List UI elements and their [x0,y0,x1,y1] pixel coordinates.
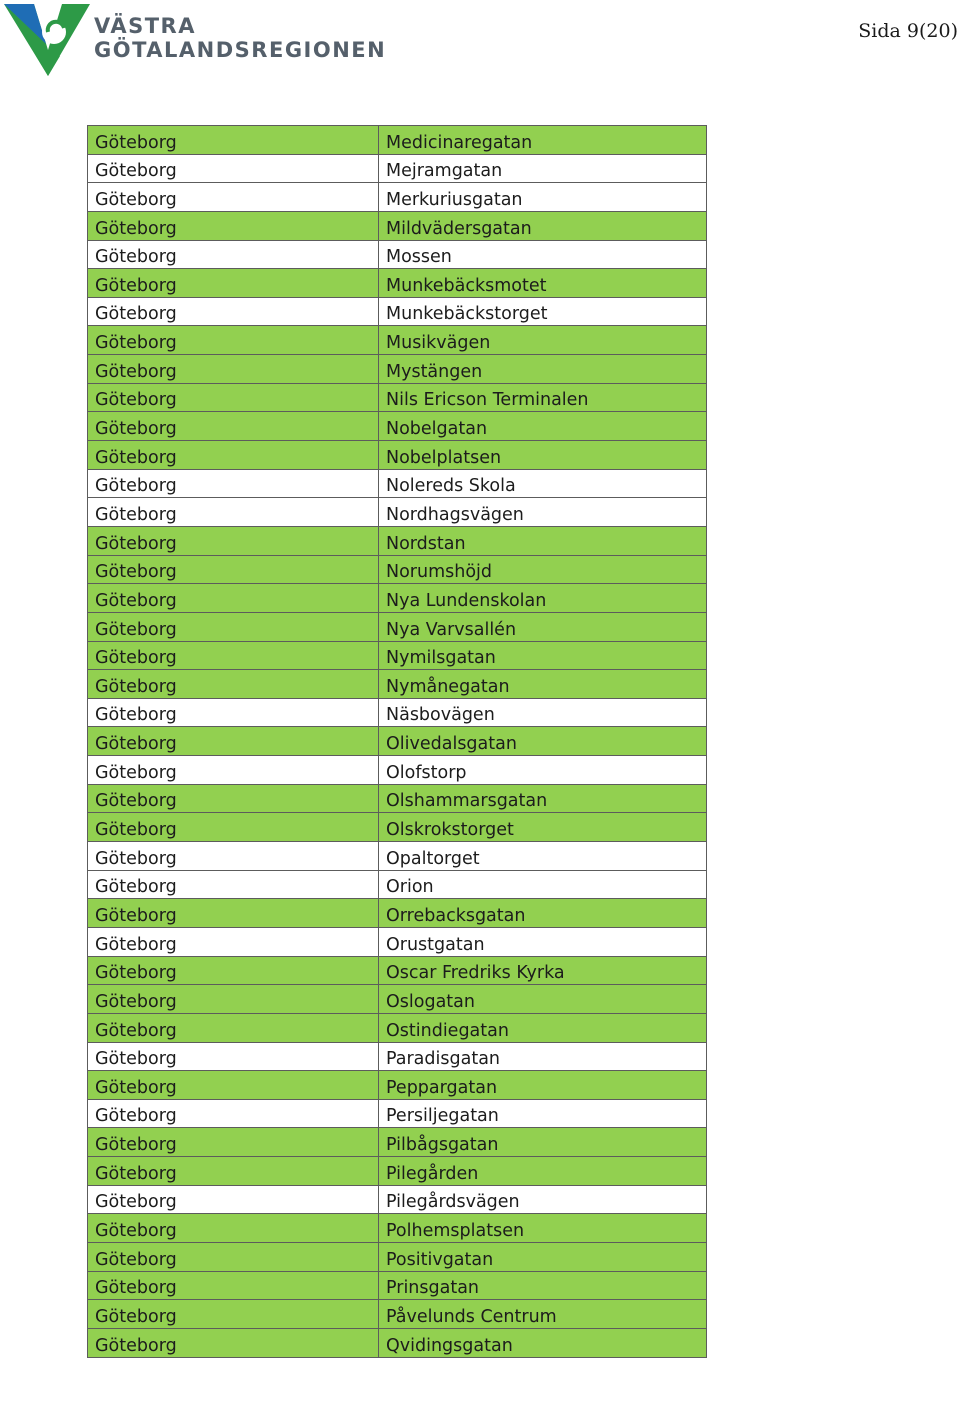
street-cell: Påvelunds Centrum [379,1300,707,1329]
table-row [88,1185,707,1214]
street-cell: Opaltorget [379,842,707,871]
table-row [88,526,707,555]
street-cell: Norumshöjd [379,555,707,584]
city-cell: Göteborg [88,355,379,384]
table-row [88,355,707,384]
street-cell: Ostindiegatan [379,1013,707,1042]
table-row [88,326,707,355]
city-cell: Göteborg [88,756,379,785]
city-cell: Göteborg [88,670,379,699]
street-cell: Nils Ericson Terminalen [379,383,707,412]
street-cell: Oscar Fredriks Kyrka [379,956,707,985]
table-row [88,985,707,1014]
city-cell: Göteborg [88,813,379,842]
table-row [88,469,707,498]
table-row [88,927,707,956]
logo-text-line1: VÄSTRA [94,14,196,38]
street-cell: Nolereds Skola [379,469,707,498]
table-row [88,1300,707,1329]
table-row [88,269,707,298]
city-cell: Göteborg [88,1157,379,1186]
street-cell: Persiljegatan [379,1099,707,1128]
table-row [88,1271,707,1300]
table-row [88,412,707,441]
street-cell: Orion [379,870,707,899]
street-cell: Olofstorp [379,756,707,785]
street-cell: Mossen [379,240,707,269]
table-row [88,784,707,813]
city-cell: Göteborg [88,1128,379,1157]
city-cell: Göteborg [88,842,379,871]
city-cell: Göteborg [88,698,379,727]
city-cell: Göteborg [88,326,379,355]
street-cell: Olskrokstorget [379,813,707,842]
city-cell: Göteborg [88,1271,379,1300]
city-cell: Göteborg [88,1099,379,1128]
street-cell: Positivgatan [379,1242,707,1271]
table-row [88,1214,707,1243]
street-cell: Munkebäcksmotet [379,269,707,298]
table-row [88,727,707,756]
street-cell: Orustgatan [379,927,707,956]
city-cell: Göteborg [88,211,379,240]
table-row [88,1099,707,1128]
table-row [88,1328,707,1357]
city-cell: Göteborg [88,1185,379,1214]
table-row [88,211,707,240]
street-table [87,125,707,1358]
city-cell: Göteborg [88,1214,379,1243]
street-cell: Orrebacksgatan [379,899,707,928]
city-cell: Göteborg [88,412,379,441]
table-row [88,670,707,699]
street-cell: Olivedalsgatan [379,727,707,756]
table-row [88,183,707,212]
street-cell: Peppargatan [379,1071,707,1100]
table-row [88,498,707,527]
table-row [88,383,707,412]
city-cell: Göteborg [88,469,379,498]
street-cell: Pilbågsgatan [379,1128,707,1157]
city-cell: Göteborg [88,240,379,269]
street-cell: Nymånegatan [379,670,707,699]
street-cell: Merkuriusgatan [379,183,707,212]
vgr-logo [4,2,387,80]
city-cell: Göteborg [88,584,379,613]
city-cell: Göteborg [88,956,379,985]
table-row [88,126,707,155]
city-cell: Göteborg [88,1071,379,1100]
street-cell: Pilegården [379,1157,707,1186]
city-cell: Göteborg [88,1242,379,1271]
table-row [88,1013,707,1042]
table-row [88,154,707,183]
table-row [88,956,707,985]
city-cell: Göteborg [88,870,379,899]
street-cell: Nymilsgatan [379,641,707,670]
street-cell: Polhemsplatsen [379,1214,707,1243]
table-row [88,1042,707,1071]
table-row [88,698,707,727]
table-row [88,297,707,326]
table-row [88,870,707,899]
table-row [88,813,707,842]
city-cell: Göteborg [88,555,379,584]
street-cell: Nobelplatsen [379,441,707,470]
city-cell: Göteborg [88,1013,379,1042]
logo-text-line2: GÖTALANDSREGIONEN [94,38,387,62]
table-row [88,1071,707,1100]
street-cell: Paradisgatan [379,1042,707,1071]
table-row [88,555,707,584]
city-cell: Göteborg [88,383,379,412]
table-row [88,584,707,613]
street-cell: Munkebäckstorget [379,297,707,326]
page-number: Sida 9(20) [858,20,958,42]
street-cell: Nordhagsvägen [379,498,707,527]
table-row [88,641,707,670]
city-cell: Göteborg [88,612,379,641]
city-cell: Göteborg [88,927,379,956]
table-row [88,612,707,641]
street-cell: Qvidingsgatan [379,1328,707,1357]
table-row [88,1128,707,1157]
street-cell: Nya Lundenskolan [379,584,707,613]
vgr-logo-mark-icon [4,2,94,80]
street-cell: Näsbovägen [379,698,707,727]
table-row [88,842,707,871]
city-cell: Göteborg [88,297,379,326]
street-table-body [88,126,707,1358]
street-cell: Olshammarsgatan [379,784,707,813]
table-row [88,756,707,785]
table-row [88,240,707,269]
street-cell: Medicinaregatan [379,126,707,155]
city-cell: Göteborg [88,441,379,470]
street-cell: Oslogatan [379,985,707,1014]
table-row [88,1242,707,1271]
city-cell: Göteborg [88,727,379,756]
city-cell: Göteborg [88,784,379,813]
street-cell: Musikvägen [379,326,707,355]
street-cell: Nobelgatan [379,412,707,441]
city-cell: Göteborg [88,126,379,155]
street-cell: Mystängen [379,355,707,384]
street-cell: Pilegårdsvägen [379,1185,707,1214]
street-cell: Nya Varvsallén [379,612,707,641]
street-cell: Nordstan [379,526,707,555]
street-cell: Mildvädersgatan [379,211,707,240]
table-row [88,1157,707,1186]
city-cell: Göteborg [88,641,379,670]
street-cell: Prinsgatan [379,1271,707,1300]
city-cell: Göteborg [88,498,379,527]
city-cell: Göteborg [88,526,379,555]
city-cell: Göteborg [88,985,379,1014]
table-row [88,899,707,928]
street-cell: Mejramgatan [379,154,707,183]
city-cell: Göteborg [88,1300,379,1329]
city-cell: Göteborg [88,154,379,183]
city-cell: Göteborg [88,1042,379,1071]
city-cell: Göteborg [88,269,379,298]
table-row [88,441,707,470]
city-cell: Göteborg [88,183,379,212]
city-cell: Göteborg [88,899,379,928]
city-cell: Göteborg [88,1328,379,1357]
